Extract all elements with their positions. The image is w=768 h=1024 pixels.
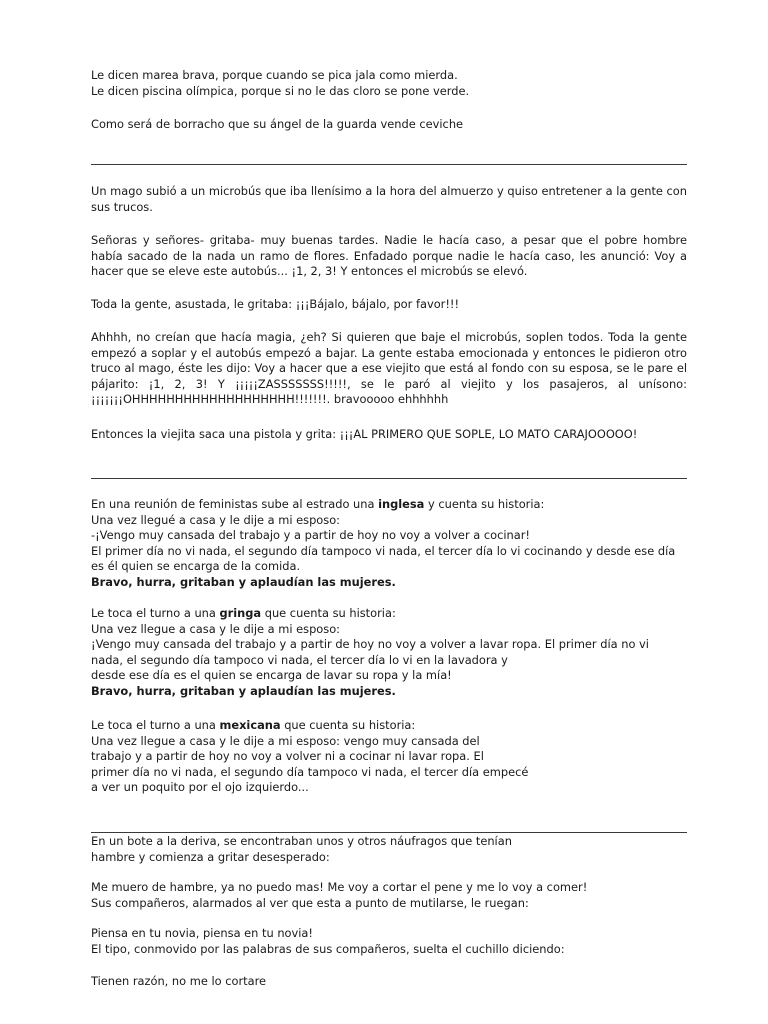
joke-4-intro (91, 834, 687, 865)
joke-1-line-1: Le dicen marea brava, porque cuando se pica jala como mierda. (91, 68, 458, 82)
intro-text: En una reunión de feministas sube al estrado una (91, 497, 379, 511)
joke-3-inglesa (91, 497, 687, 591)
joke-2-paragraph-5: Entonces la viejita saca una pistola y grita: ¡¡¡AL PRIMERO QUE SOPLE, LO MATO CARAJOOOOO! (91, 427, 638, 441)
story-line: Sus compañeros, alarmados al ver que esta a punto de mutilarse, le ruegan: (91, 895, 529, 910)
story-line: desde ese día es el quien se encarga de lavar su ropa y la mía! (91, 668, 452, 683)
joke-2-paragraph-1: Un mago subió a un microbús que iba llenísimo a la hora del almuerzo y quiso entretener a la gente con sus trucos. (91, 184, 687, 214)
intro-text-end: que cuenta su historia: (261, 606, 396, 620)
story-line: El primer día no vi nada, el segundo día tampoco vi nada, el tercer día lo vi cocinando y desde ese día (91, 543, 676, 558)
story-line: Una vez llegué a casa y le dije a mi esposo: (91, 512, 341, 527)
joke-1 (91, 68, 687, 99)
story-line: es él quien se encarga de la comida. (91, 559, 301, 574)
story-line: El tipo, conmovido por las palabras de sus compañeros, suelta el cuchillo diciendo: (91, 941, 565, 956)
joke-1-line-2: Le dicen piscina olímpica, porque si no le das cloro se pone verde. (91, 83, 470, 98)
joke-1-tail (91, 117, 687, 133)
story-line: ¡Vengo muy cansada del trabajo y a partir de hoy no voy a volver a lavar ropa. El primer día no vi (91, 637, 649, 652)
separator-1 (91, 164, 687, 165)
intro-text-end: que cuenta su historia: (280, 718, 416, 732)
story-line: Tienen razón, no me lo cortare (91, 974, 267, 988)
story-line: Una vez llegue a casa y le dije a mi esposo: vengo muy cansada del (91, 733, 480, 748)
story-line: primer día no vi nada, el segundo día tampoco vi nada, el tercer día empecé (91, 764, 529, 779)
gringa-word: gringa (219, 606, 262, 620)
joke-3-mexicana (91, 718, 687, 796)
story-line: trabajo y a partir de hoy no voy a volver ni a cocinar ni lavar ropa. El (91, 749, 484, 764)
story-line: hambre y comienza a gritar desesperado: (91, 849, 330, 864)
intro-text-end: y cuenta su historia: (424, 497, 545, 511)
separator-3 (91, 832, 687, 833)
story-line: nada, el segundo día tampoco vi nada, el tercer día lo vi en la lavadora y (91, 652, 508, 667)
intro-text: Le toca el turno a una (91, 718, 220, 732)
joke-3-gringa (91, 606, 687, 700)
separator-2 (91, 478, 687, 479)
joke-2-paragraph-4: Ahhhh, no creían que hacía magia, ¿eh? Si quieren que baje el microbús, soplen todos. Toda la gente empezó a soplar y el autobús empezó a bajar. La gente estaba emocionada y entonces le pidieron otro truco al mago, éste les dijo: Voy a hacer que a ese viejito que está al fondo con su esposa, se le pare el pájarito: ¡1, 2, 3! Y ¡¡¡¡¡ZASSSSSSS!!!!!, se le paró al viejito y los pasajeros, al unísono: ¡¡¡¡¡¡¡OHHHHHHHHHHHHHHHHHHH!!!!!!!. bravooooo ehhhhhh (91, 330, 687, 407)
story-line: Me muero de hambre, ya no puedo mas! Me voy a cortar el pene y me lo voy a comer! (91, 880, 588, 894)
story-line: Una vez llegue a casa y le dije a mi esposo: (91, 621, 341, 636)
mexicana-word: mexicana (219, 718, 281, 732)
intro-text: Le toca el turno a una (91, 606, 220, 620)
story-line: Piensa en tu novia, piensa en tu novia! (91, 926, 313, 940)
joke-2-paragraph-2: Señoras y señores- gritaba- muy buenas tardes. Nadie le hacía caso, a pesar que el pobre hombre había sacado de la nada un ramo de flores. Enfadado porque nadie le hacía caso, les anunció: Voy a hacer que se eleve este autobús... ¡1, 2, 3! Y entonces el microbús se elevó. (91, 233, 687, 279)
joke-3-gringa-intro (91, 606, 687, 622)
joke-1-line-3: Como será de borracho que su ángel de la guarda vende ceviche (91, 117, 464, 131)
story-line: a ver un poquito por el ojo izquierdo... (91, 780, 309, 795)
joke-3-mexicana-intro (91, 718, 687, 734)
joke-2-paragraph-3: Toda la gente, asustada, le gritaba: ¡¡¡Bájalo, bájalo, por favor!!! (91, 297, 460, 311)
inglesa-word: inglesa (378, 497, 425, 511)
joke-4-cry (91, 880, 687, 911)
joke-4-plea (91, 926, 687, 957)
applause-line: Bravo, hurra, gritaban y aplaudían las mujeres. (91, 574, 396, 589)
applause-line: Bravo, hurra, gritaban y aplaudían las mujeres. (91, 683, 396, 698)
joke-4-punchline (91, 974, 687, 990)
story-line: En un bote a la deriva, se encontraban unos y otros náufragos que tenían (91, 834, 512, 848)
joke-3-inglesa-intro (91, 497, 687, 513)
story-line: -¡Vengo muy cansada del trabajo y a partir de hoy no voy a volver a cocinar! (91, 528, 530, 543)
